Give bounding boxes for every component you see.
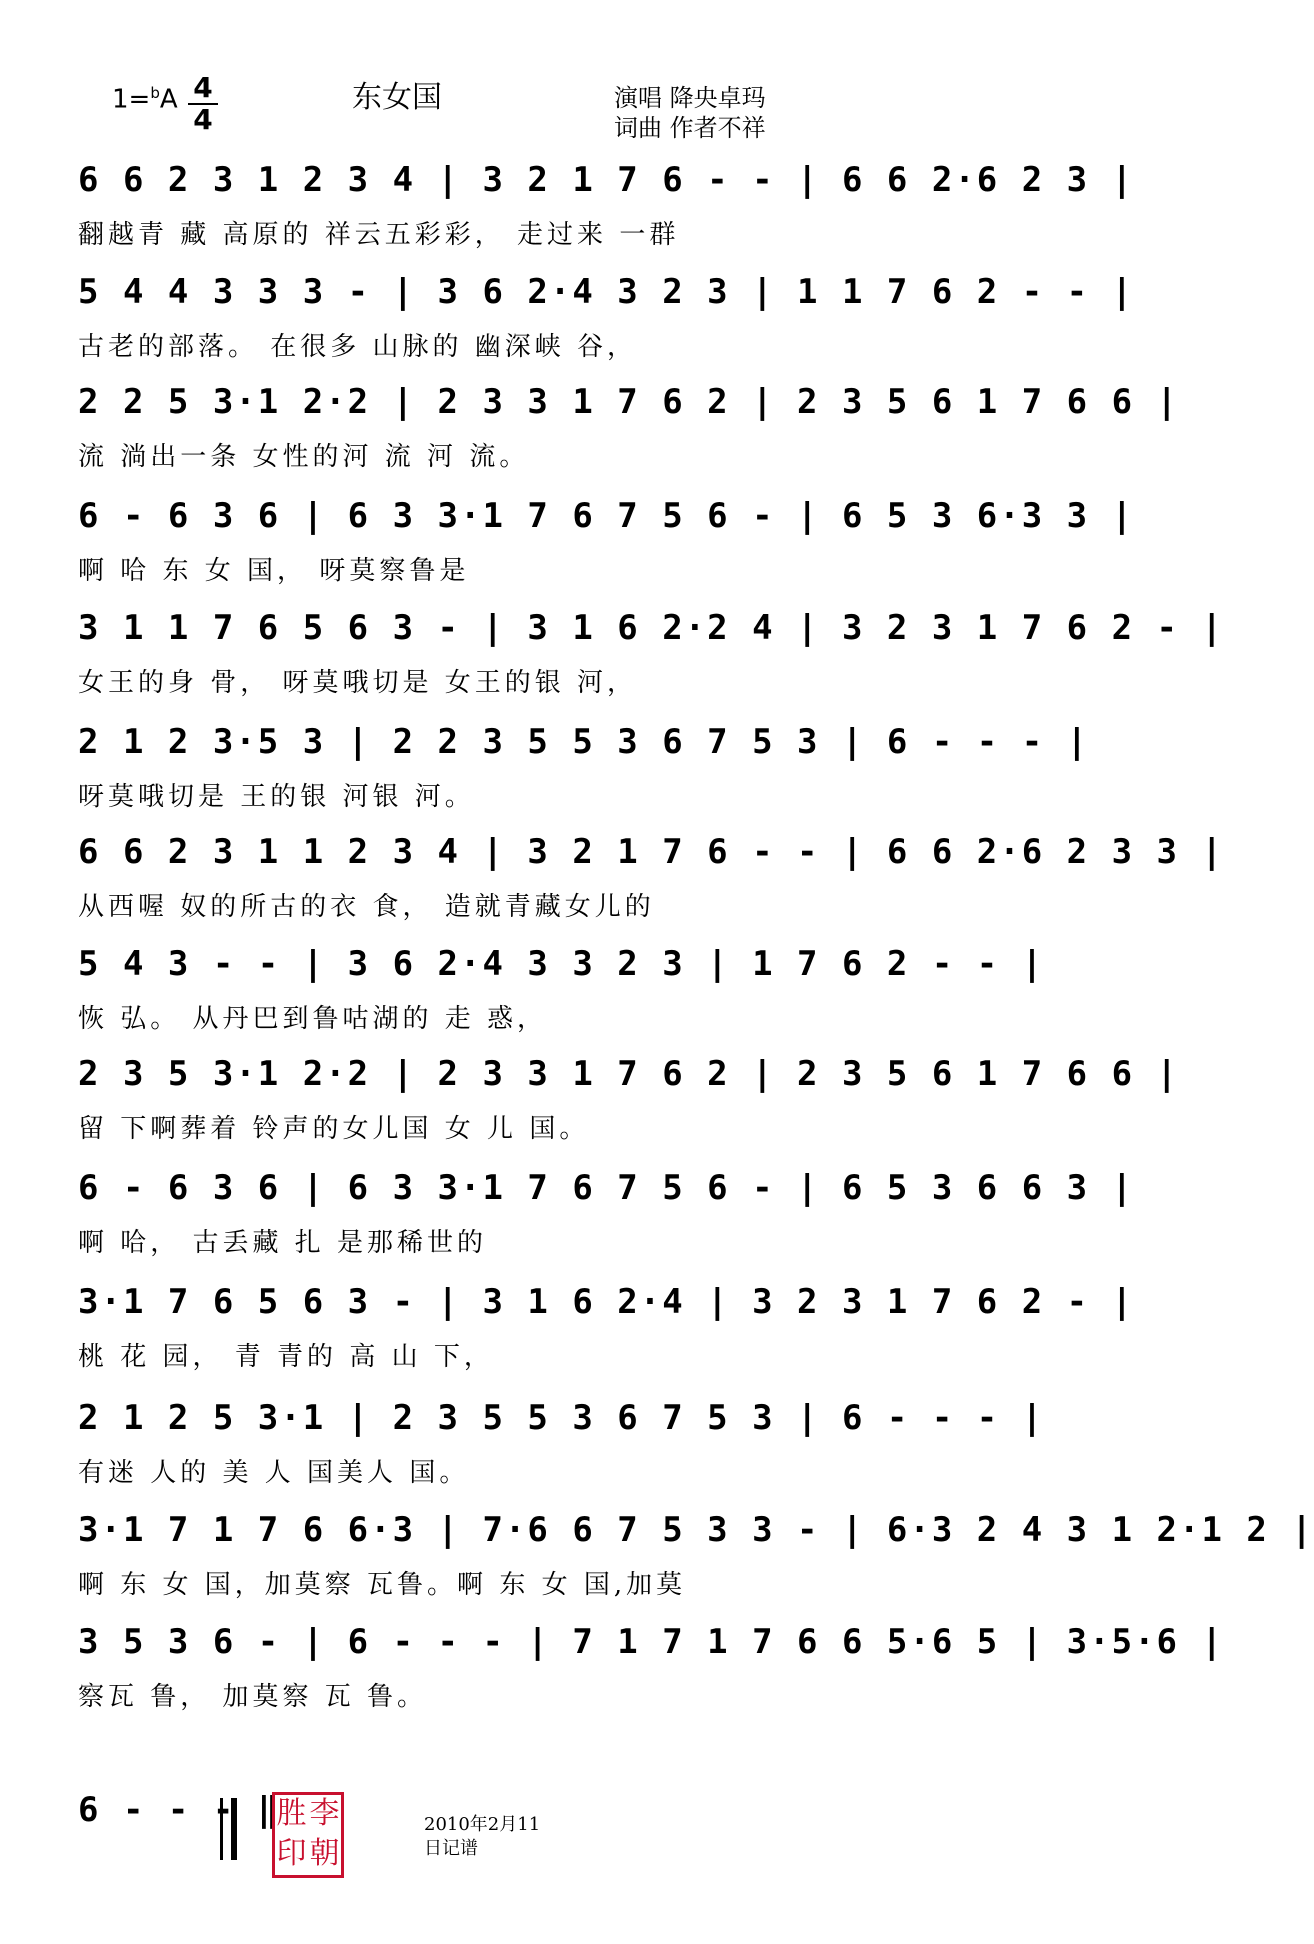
seal-stamp: 胜 李 印 朝: [272, 1792, 344, 1878]
transcriber-note: 日记谱: [424, 1838, 478, 1859]
lyrics-row: 桃 花 园， 青 青的 高 山 下，: [78, 1342, 494, 1372]
notation-row: 5 4 3 - - | 3 6 2·4 3 3 2 3 | 1 7 6 2 - - |: [78, 944, 1045, 984]
lyrics-row: 啊 哈， 古丢藏 扎 是那稀世的: [78, 1228, 488, 1258]
lyrics-row: 有迷 人的 美 人 国美人 国。: [78, 1458, 470, 1488]
notation-row: 6 6 2 3 1 2 3 4 | 3 2 1 7 6 - - | 6 6 2·6 2 3 |: [78, 160, 1135, 200]
notation-row: 3 5 3 6 - | 6 - - - | 7 1 7 1 7 6 6 5·6 5 | 3·5·6 |: [78, 1622, 1224, 1662]
notation-row: 6 - 6 3 6 | 6 3 3·1 7 6 7 5 6 - | 6 5 3 6·3 3 |: [78, 496, 1135, 536]
lyrics-row: 留 下啊葬着 铃声的女儿国 女 儿 国。: [78, 1114, 590, 1144]
date-note: 2010年2月11: [424, 1814, 541, 1835]
time-signature: 4 4: [188, 74, 218, 134]
lyrics-row: 流 淌出一条 女性的河 流 河 流。: [78, 442, 530, 472]
notation-row: 6 - - - ‖: [78, 1790, 281, 1830]
notation-row: 5 4 4 3 3 3 - | 3 6 2·4 3 2 3 | 1 1 7 6 2 - - |: [78, 272, 1135, 312]
lyrics-row: 古老的部落。 在很多 山脉的 幽深峡 谷，: [78, 332, 638, 362]
final-barline: [220, 1798, 237, 1860]
notation-row: 2 2 5 3·1 2·2 | 2 3 3 1 7 6 2 | 2 3 5 6 1 7 6 6 |: [78, 382, 1180, 422]
lyrics-row: 呀莫哦切是 王的银 河银 河。: [78, 782, 475, 812]
author-credit: 词曲 作者不祥: [614, 114, 766, 142]
notation-row: 3 1 1 7 6 5 6 3 - | 3 1 6 2·2 4 | 3 2 3 1 7 6 2 - |: [78, 608, 1224, 648]
song-title: 东女国: [352, 80, 442, 115]
lyrics-row: 啊 东 女 国，加莫察 瓦鲁。啊 东 女 国,加莫: [78, 1570, 687, 1600]
notation-row: 6 6 2 3 1 1 2 3 4 | 3 2 1 7 6 - - | 6 6 2·6 2 3 3 |: [78, 832, 1224, 872]
lyrics-row: 翻越青 藏 高原的 祥云五彩彩， 走过来 一群: [78, 220, 680, 250]
notation-row: 6 - 6 3 6 | 6 3 3·1 7 6 7 5 6 - | 6 5 3 6 6 3 |: [78, 1168, 1135, 1208]
key-signature: 1=$^b$A: [112, 84, 178, 115]
lyrics-row: 女王的身 骨， 呀莫哦切是 女王的银 河，: [78, 668, 638, 698]
lyrics-row: 恢 弘。 从丹巴到鲁咕湖的 走 惑，: [78, 1004, 548, 1034]
lyrics-row: 察瓦 鲁， 加莫察 瓦 鲁。: [78, 1682, 428, 1712]
notation-row: 2 1 2 5 3·1 | 2 3 5 5 3 6 7 5 3 | 6 - - - |: [78, 1398, 1045, 1438]
notation-row: 3·1 7 1 7 6 6·3 | 7·6 6 7 5 3 3 - | 6·3 2 4 3 1 2·1 2 |: [78, 1510, 1314, 1550]
singer-credit: 演唱 降央卓玛: [614, 84, 766, 112]
notation-row: 2 3 5 3·1 2·2 | 2 3 3 1 7 6 2 | 2 3 5 6 1 7 6 6 |: [78, 1054, 1180, 1094]
lyrics-row: 啊 哈 东 女 国， 呀莫察鲁是: [78, 556, 470, 586]
notation-row: 2 1 2 3·5 3 | 2 2 3 5 5 3 6 7 5 3 | 6 - - - |: [78, 722, 1090, 762]
lyrics-row: 从西喔 奴的所古的衣 食， 造就青藏女儿的: [78, 892, 655, 922]
notation-row: 3·1 7 6 5 6 3 - | 3 1 6 2·4 | 3 2 3 1 7 6 2 - |: [78, 1282, 1135, 1322]
